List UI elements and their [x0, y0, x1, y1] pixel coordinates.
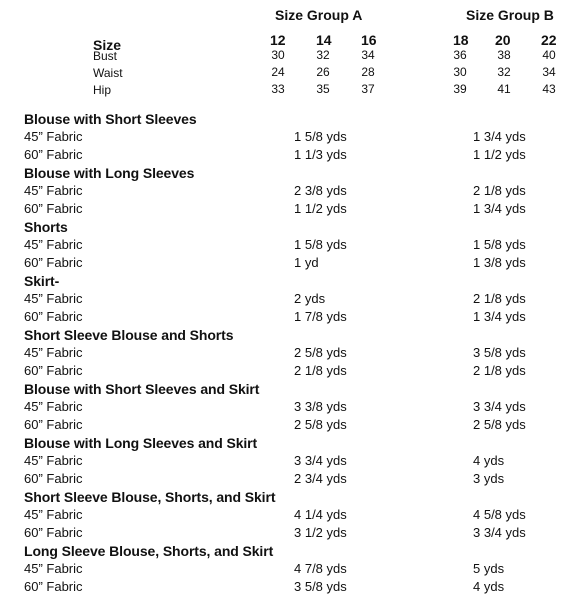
section-title: Blouse with Short Sleeves and Skirt: [24, 381, 260, 397]
yardage-group-b: 1 1/2 yds: [473, 147, 526, 162]
measurement-value: 32: [497, 65, 511, 79]
measurement-label: Bust: [93, 49, 118, 63]
size-18: 18: [453, 32, 469, 48]
yardage-group-b: 1 3/4 yds: [473, 201, 526, 216]
section-title: Long Sleeve Blouse, Shorts, and Skirt: [24, 543, 274, 559]
measurement-value: 26: [316, 65, 330, 79]
measurement-value: 34: [361, 48, 375, 62]
fabric-width-label: 60” Fabric: [24, 363, 83, 378]
yardage-group-a: 2 5/8 yds: [294, 345, 347, 360]
fabric-width-label: 45” Fabric: [24, 561, 83, 576]
yardage-group-b: 3 5/8 yds: [473, 345, 526, 360]
measurement-value: 43: [542, 82, 556, 96]
fabric-width-label: 45” Fabric: [24, 345, 83, 360]
fabric-width-label: 60” Fabric: [24, 309, 83, 324]
fabric-width-label: 60” Fabric: [24, 471, 83, 486]
measurement-value: 36: [453, 48, 467, 62]
measurement-value: 30: [271, 48, 285, 62]
section-title: Short Sleeve Blouse and Shorts: [24, 327, 234, 343]
measurement-value: 28: [361, 65, 375, 79]
size-group-b-heading: Size Group B: [466, 7, 554, 23]
yardage-group-b: 1 3/4 yds: [473, 129, 526, 144]
size-16: 16: [361, 32, 377, 48]
size-label: Size: [93, 37, 122, 53]
measurement-value: 41: [497, 82, 511, 96]
yardage-group-b: 3 yds: [473, 471, 505, 486]
yardage-group-b: 2 5/8 yds: [473, 417, 526, 432]
yardage-group-a: 4 1/4 yds: [294, 507, 347, 522]
yardage-group-b: 1 5/8 yds: [473, 237, 526, 252]
yardage-group-a: 2 yds: [294, 291, 326, 306]
yardage-group-b: 4 yds: [473, 453, 505, 468]
fabric-width-label: 45” Fabric: [24, 183, 83, 198]
yardage-group-b: 3 3/4 yds: [473, 399, 526, 414]
size-group-a-heading: Size Group A: [275, 7, 363, 23]
fabric-width-label: 60” Fabric: [24, 255, 83, 270]
size-22: 22: [541, 32, 557, 48]
fabric-width-label: 45” Fabric: [24, 399, 83, 414]
yardage-group-a: 1 1/3 yds: [294, 147, 347, 162]
measurement-value: 38: [497, 48, 511, 62]
yardage-group-a: 1 7/8 yds: [294, 309, 347, 324]
yardage-group-a: 2 3/4 yds: [294, 471, 347, 486]
measurement-value: 32: [316, 48, 330, 62]
measurement-value: 35: [316, 82, 330, 96]
size-14: 14: [316, 32, 332, 48]
fabric-width-label: 60” Fabric: [24, 417, 83, 432]
yardage-group-a: 4 7/8 yds: [294, 561, 347, 576]
yardage-group-a: 1 yd: [294, 255, 319, 270]
size-20: 20: [495, 32, 511, 48]
section-title: Skirt-: [24, 273, 60, 289]
yardage-group-a: 3 3/4 yds: [294, 453, 347, 468]
fabric-width-label: 45” Fabric: [24, 237, 83, 252]
yardage-group-a: 1 5/8 yds: [294, 129, 347, 144]
yardage-group-a: 2 3/8 yds: [294, 183, 347, 198]
section-title: Blouse with Long Sleeves: [24, 165, 195, 181]
yardage-group-b: 1 3/8 yds: [473, 255, 526, 270]
measurement-value: 30: [453, 65, 467, 79]
measurement-value: 40: [542, 48, 556, 62]
yardage-group-a: 2 5/8 yds: [294, 417, 347, 432]
measurement-value: 39: [453, 82, 467, 96]
yardage-group-b: 2 1/8 yds: [473, 363, 526, 378]
yardage-group-b: 4 5/8 yds: [473, 507, 526, 522]
size-12: 12: [270, 32, 286, 48]
measurement-value: 33: [271, 82, 285, 96]
section-title: Blouse with Long Sleeves and Skirt: [24, 435, 258, 451]
fabric-width-label: 45” Fabric: [24, 453, 83, 468]
fabric-width-label: 45” Fabric: [24, 291, 83, 306]
yardage-group-a: 3 3/8 yds: [294, 399, 347, 414]
fabric-width-label: 45” Fabric: [24, 129, 83, 144]
fabric-width-label: 60” Fabric: [24, 201, 83, 216]
yardage-group-a: 3 5/8 yds: [294, 579, 347, 594]
yardage-group-b: 2 1/8 yds: [473, 291, 526, 306]
yardage-group-a: 3 1/2 yds: [294, 525, 347, 540]
yardage-group-b: 2 1/8 yds: [473, 183, 526, 198]
measurement-label: Waist: [93, 66, 123, 80]
yardage-group-a: 1 1/2 yds: [294, 201, 347, 216]
section-title: Blouse with Short Sleeves: [24, 111, 197, 127]
fabric-width-label: 60” Fabric: [24, 147, 83, 162]
yardage-group-b: 5 yds: [473, 561, 505, 576]
fabric-width-label: 60” Fabric: [24, 525, 83, 540]
yardage-group-b: 1 3/4 yds: [473, 309, 526, 324]
yardage-group-a: 1 5/8 yds: [294, 237, 347, 252]
measurement-label: Hip: [93, 83, 112, 97]
fabric-width-label: 45” Fabric: [24, 507, 83, 522]
fabric-width-label: 60” Fabric: [24, 579, 83, 594]
measurement-value: 34: [542, 65, 556, 79]
yardage-group-b: 4 yds: [473, 579, 505, 594]
section-title: Short Sleeve Blouse, Shorts, and Skirt: [24, 489, 276, 505]
yardage-group-a: 2 1/8 yds: [294, 363, 347, 378]
measurement-value: 37: [361, 82, 375, 96]
measurement-value: 24: [271, 65, 285, 79]
section-title: Shorts: [24, 219, 68, 235]
yardage-group-b: 3 3/4 yds: [473, 525, 526, 540]
